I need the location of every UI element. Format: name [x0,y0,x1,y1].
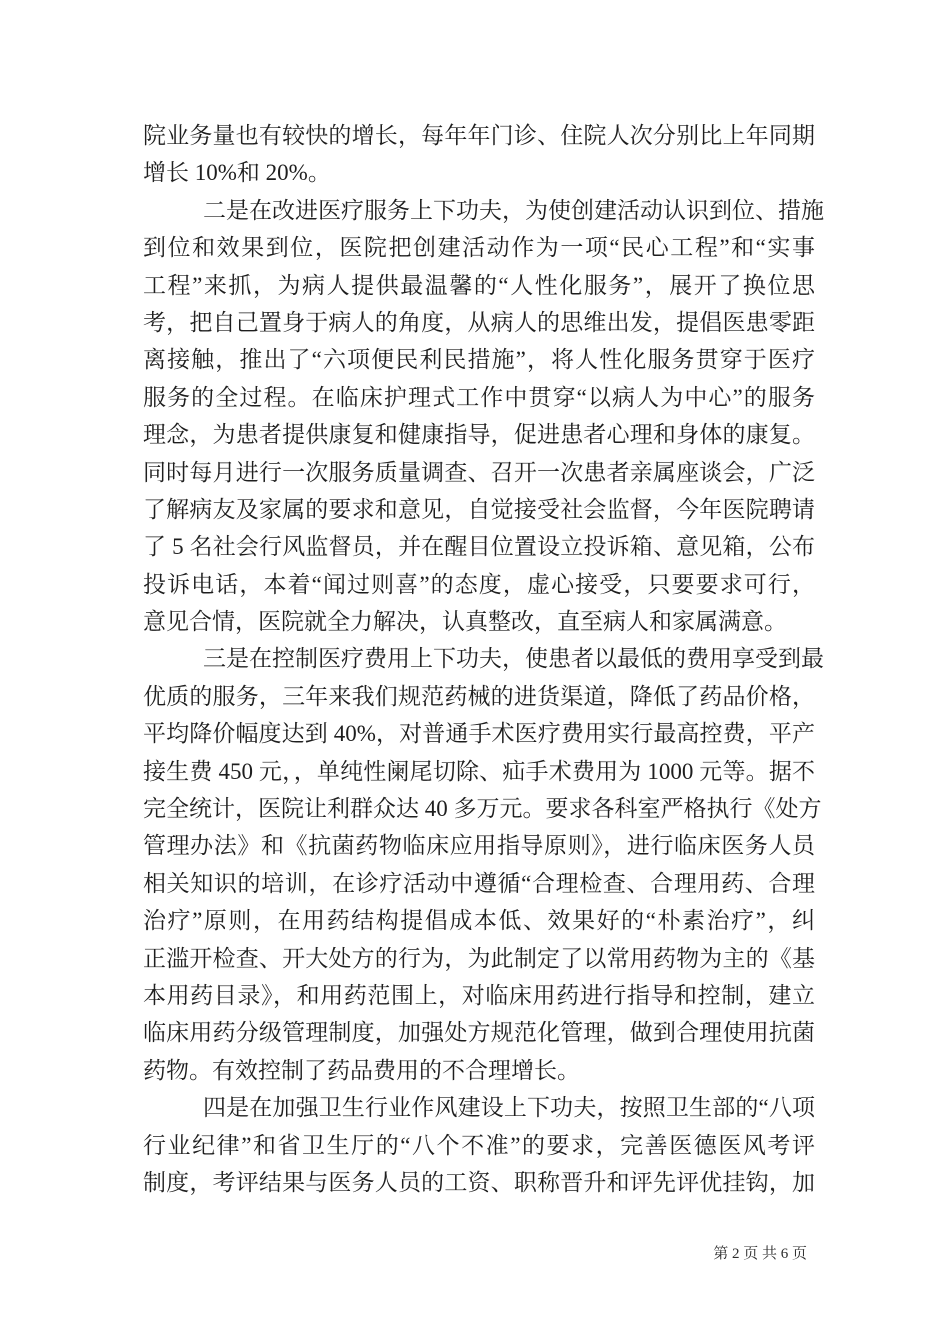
text-line: 平均降价幅度达到 40%，对普通手术医疗费用实行最高控费，平产 [143,721,815,747]
text-line: 考，把自己置身于病人的角度，从病人的思维出发，提倡医患零距 [143,309,815,335]
text-line: 到位和效果到位，医院把创建活动作为一项“民心工程”和“实事 [143,235,815,261]
text-line: 本用药目录》，和用药范围上，对临床用药进行指导和控制，建立 [143,982,815,1008]
text-line: 了解病友及家属的要求和意见，自觉接受社会监督，今年医院聘请 [143,496,815,522]
text-line: 投诉电话，本着“闻过则喜”的态度，虚心接受，只要要求可行， [143,571,815,597]
text-line: 完全统计，医院让利群众达 40 多万元。要求各科室严格执行《处方 [143,796,822,822]
text-line: 正滥开检查、开大处方的行为，为此制定了以常用药物为主的《基 [143,945,815,971]
text-line: 临床用药分级管理制度，加强处方规范化管理，做到合理使用抗菌 [143,1020,815,1046]
text-line: 接生费 450 元，，单纯性阑尾切除、疝手术费用为 1000 元等。据不 [143,758,815,784]
text-line: 优质的服务，三年来我们规范药械的进货渠道，降低了药品价格， [143,683,815,709]
text-line: 相关知识的培训，在诊疗活动中遵循“合理检查、合理用药、合理 [143,870,815,896]
text-line-paragraph-start: 三是在控制医疗费用上下功夫，使患者以最低的费用享受到最 [203,646,824,672]
text-line: 治疗”原则，在用药结构提倡成本低、效果好的“朴素治疗”，纠 [143,908,815,934]
text-line: 工程”来抓，为病人提供最温馨的“人性化服务”，展开了换位思 [143,272,815,298]
text-line: 制度，考评结果与医务人员的工资、职称晋升和评先评优挂钩，加 [143,1169,815,1195]
text-line: 服务的全过程。在临床护理式工作中贯穿“以病人为中心”的服务 [143,384,815,410]
text-line-paragraph-start: 四是在加强卫生行业作风建设上下功夫，按照卫生部的“八项 [203,1095,815,1121]
text-line: 意见合情，医院就全力解决，认真整改，直至病人和家属满意。 [143,609,787,635]
text-line: 理念，为患者提供康复和健康指导，促进患者心理和身体的康复。 [143,422,815,448]
text-line: 离接触，推出了“六项便民利民措施”，将人性化服务贯穿于医疗 [143,347,815,373]
text-line: 同时每月进行一次服务质量调查、召开一次患者亲属座谈会，广泛 [143,459,815,485]
document-text-block [143,117,824,1201]
text-line-paragraph-start: 二是在改进医疗服务上下功夫，为使创建活动认识到位、措施 [203,197,824,223]
text-line: 管理办法》和《抗菌药物临床应用指导原则》，进行临床医务人员 [143,833,815,859]
page-number: 第 2 页 共 6 页 [713,1246,807,1262]
text-line: 了 5 名社会行风监督员，并在醒目位置设立投诉箱、意见箱，公布 [143,534,815,560]
text-line: 院业务量也有较快的增长，每年年门诊、住院人次分别比上年同期 [143,123,815,148]
text-line: 增长 10%和 20%。 [143,160,331,186]
text-line: 行业纪律”和省卫生厅的“八个不准”的要求，完善医德医风考评 [143,1132,815,1158]
text-line: 药物。有效控制了药品费用的不合理增长。 [143,1057,580,1083]
